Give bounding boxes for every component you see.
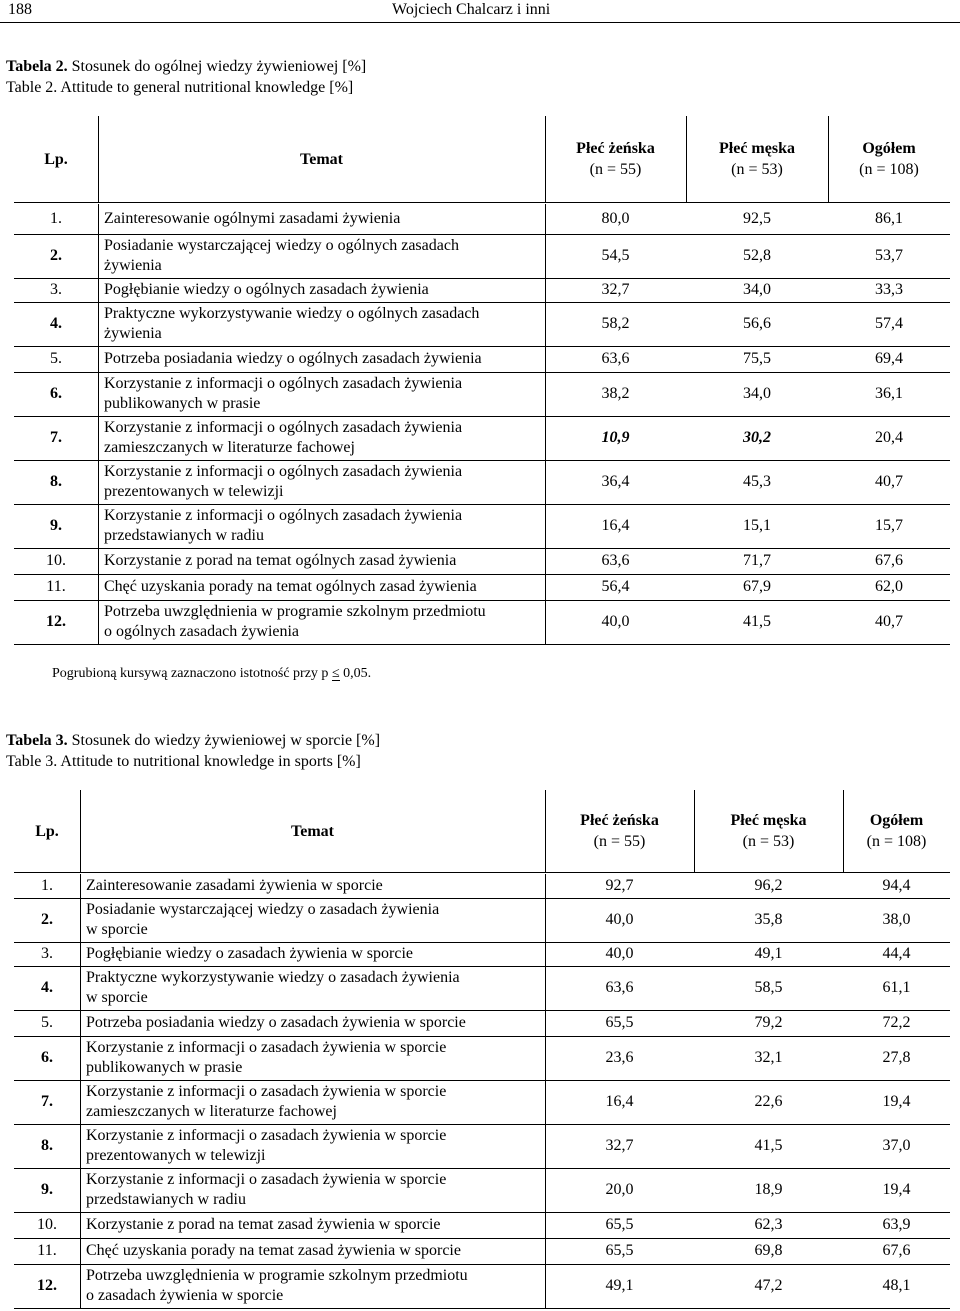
row-value-male: 62,3 [754, 1216, 783, 1233]
row-value-male: 92,5 [743, 210, 771, 227]
row-value-total: 36,1 [875, 385, 903, 402]
header-female [545, 116, 686, 202]
row-value-female: 10,9 [601, 429, 630, 446]
row-topic [80, 1238, 545, 1264]
row-value-female: 40,0 [605, 911, 634, 928]
row-value-male: 69,8 [754, 1242, 783, 1259]
row-value-female: 65,5 [605, 1014, 634, 1031]
header-total-label: Ogółem [862, 140, 916, 157]
row-number: 5. [41, 1014, 53, 1031]
table3-caption-label: Tabela 3. [6, 732, 68, 749]
row-number: 5. [50, 350, 62, 367]
row-value-total: 33,3 [875, 281, 903, 298]
row-value-total: 67,6 [875, 552, 903, 569]
body-column-divider [98, 204, 99, 644]
row-topic [80, 1010, 545, 1036]
row-value-total: 94,4 [882, 877, 911, 894]
header-topic-label: Temat [291, 822, 334, 840]
row-number: 10. [37, 1216, 57, 1233]
row-number: 12. [46, 613, 66, 630]
header-column-divider [828, 116, 829, 202]
row-value-male: 49,1 [754, 945, 783, 962]
row-value-male: 30,2 [743, 429, 771, 446]
row-number: 7. [50, 429, 62, 446]
header-lp-label: Lp. [44, 150, 68, 168]
row-topic [98, 504, 545, 548]
row-number: 11. [46, 578, 66, 595]
row-value-female: 63,6 [601, 552, 630, 569]
header-female-label: Płeć żeńska [576, 140, 655, 157]
row-value-total: 37,0 [882, 1137, 911, 1154]
row-value-female: 16,4 [605, 1093, 634, 1110]
row-number: 8. [50, 473, 62, 490]
running-header-authors: Wojciech Chalcarz i inni [392, 1, 551, 18]
row-value-total: 20,4 [875, 429, 903, 446]
header-total-n: (n = 108) [859, 161, 919, 178]
topic-line: Korzystanie z porad na temat ogólnych zasad żywienia [104, 552, 457, 569]
header-lp-label: Lp. [35, 822, 59, 840]
row-topic [80, 966, 545, 1010]
row-value-male: 34,0 [743, 385, 771, 402]
row-number: 9. [50, 517, 62, 534]
row-number: 6. [50, 385, 62, 402]
row-value-female: 38,2 [601, 385, 630, 402]
row-number: 10. [46, 552, 66, 569]
topic-line: Korzystanie z informacji o zasadach żywienia w sporcie [86, 1083, 447, 1100]
topic-line: Potrzeba uwzględnienia w programie szkolnym przedmiotu [86, 1267, 468, 1284]
topic-line: żywienia [104, 325, 162, 342]
header-topic [98, 116, 545, 202]
less-equal-symbol: ≤ [331, 666, 340, 681]
body-column-divider [545, 204, 546, 644]
header-column-divider [98, 116, 99, 202]
topic-line: Praktyczne wykorzystywanie wiedzy o ogólnych zasadach [104, 305, 480, 322]
row-value-total: 86,1 [875, 210, 903, 227]
row-value-female: 32,7 [601, 281, 630, 298]
header-female-label: Płeć żeńska [580, 812, 659, 829]
row-value-female: 65,5 [605, 1216, 634, 1233]
row-topic [98, 574, 545, 600]
row-topic [98, 234, 545, 278]
row-value-male: 56,6 [743, 315, 771, 332]
topic-line: publikowanych w prasie [86, 1059, 243, 1076]
header-lp [14, 116, 98, 202]
row-value-female: 80,0 [601, 210, 630, 227]
row-value-male: 41,5 [754, 1137, 783, 1154]
row-value-male: 75,5 [743, 350, 771, 367]
header-total-n: (n = 108) [866, 833, 927, 850]
topic-line: o zasadach żywienia w sporcie [86, 1287, 284, 1304]
topic-line: zamieszczanych w literaturze fachowej [86, 1103, 337, 1120]
header-male-label: Płeć męska [719, 140, 795, 157]
topic-line: w sporcie [86, 921, 148, 938]
row-topic [80, 898, 545, 942]
row-value-male: 41,5 [743, 613, 771, 630]
row-number: 9. [41, 1181, 53, 1198]
header-rule [14, 202, 950, 203]
row-value-male: 71,7 [743, 552, 771, 569]
row-value-female: 92,7 [605, 877, 634, 894]
row-value-female: 54,5 [601, 247, 630, 264]
row-value-female: 16,4 [601, 517, 630, 534]
row-number: 4. [50, 315, 62, 332]
table2-footnote [52, 666, 371, 682]
row-number: 11. [37, 1242, 57, 1259]
header-total [843, 790, 950, 872]
footnote-value: 0,05. [343, 666, 372, 681]
topic-line: prezentowanych w telewizji [104, 483, 284, 500]
header-topic-label: Temat [300, 150, 343, 168]
row-topic [80, 1212, 545, 1238]
row-value-female: 56,4 [601, 578, 630, 595]
row-number: 12. [37, 1277, 57, 1294]
footnote-text: Pogrubioną kursywą zaznaczono istotność przy p [52, 666, 329, 681]
row-value-male: 22,6 [754, 1093, 783, 1110]
row-number: 7. [41, 1093, 53, 1110]
row-value-female: 20,0 [605, 1181, 634, 1198]
table3-caption [6, 730, 380, 772]
topic-line: żywienia [104, 257, 162, 274]
running-header [0, 0, 960, 23]
row-value-total: 38,0 [882, 911, 911, 928]
row-number: 2. [50, 247, 62, 264]
header-column-divider [545, 790, 546, 872]
table2-caption-label: Tabela 2. [6, 58, 68, 75]
header-male [694, 790, 843, 872]
row-topic [80, 1036, 545, 1080]
row-topic [98, 600, 545, 644]
row-number: 3. [41, 945, 53, 962]
header-total [828, 116, 950, 202]
row-value-female: 23,6 [605, 1049, 634, 1066]
row-value-male: 45,3 [743, 473, 771, 490]
row-value-total: 53,7 [875, 247, 903, 264]
table2-caption [6, 56, 366, 98]
header-female [545, 790, 694, 872]
topic-line: Korzystanie z porad na temat zasad żywienia w sporcie [86, 1216, 441, 1233]
row-value-male: 79,2 [754, 1014, 783, 1031]
row-rule [14, 644, 950, 645]
topic-line: Chęć uzyskania porady na temat ogólnych zasad żywienia [104, 578, 477, 595]
topic-line: Posiadanie wystarczającej wiedzy o zasadach żywienia [86, 901, 440, 918]
row-topic [80, 942, 545, 966]
row-number: 8. [41, 1137, 53, 1154]
row-value-total: 44,4 [882, 945, 911, 962]
row-value-male: 67,9 [743, 578, 771, 595]
row-value-total: 15,7 [875, 517, 903, 534]
row-value-male: 34,0 [743, 281, 771, 298]
row-value-female: 58,2 [601, 315, 630, 332]
row-value-total: 40,7 [875, 473, 903, 490]
topic-line: Potrzeba posiadania wiedzy o ogólnych zasadach żywienia [104, 350, 482, 367]
row-value-total: 27,8 [882, 1049, 911, 1066]
header-column-divider [545, 116, 546, 202]
row-value-male: 35,8 [754, 911, 783, 928]
row-value-female: 40,0 [605, 945, 634, 962]
table2-caption-title: Stosunek do ogólnej wiedzy żywieniowej [%] [71, 58, 367, 75]
row-value-total: 62,0 [875, 578, 903, 595]
row-topic [98, 346, 545, 372]
header-column-divider [686, 116, 687, 202]
topic-line: Posiadanie wystarczającej wiedzy o ogólnych zasadach [104, 237, 459, 254]
topic-line: Korzystanie z informacji o ogólnych zasadach żywienia [104, 419, 463, 436]
row-topic [98, 372, 545, 416]
row-number: 4. [41, 979, 53, 996]
topic-line: Korzystanie z informacji o ogólnych zasadach żywienia [104, 375, 463, 392]
header-column-divider [80, 790, 81, 872]
row-number: 1. [41, 877, 53, 894]
row-topic [98, 204, 545, 234]
row-value-male: 47,2 [754, 1277, 783, 1294]
body-column-divider [80, 874, 81, 1308]
topic-line: Korzystanie z informacji o zasadach żywienia w sporcie [86, 1127, 447, 1144]
row-value-total: 19,4 [882, 1093, 911, 1110]
header-male [686, 116, 828, 202]
row-value-male: 15,1 [743, 517, 771, 534]
header-lp [14, 790, 80, 872]
row-topic [80, 874, 545, 898]
topic-line: przedstawianych w radiu [104, 527, 264, 544]
header-column-divider [843, 790, 844, 872]
topic-line: Praktyczne wykorzystywanie wiedzy o zasadach żywienia [86, 969, 460, 986]
row-value-total: 48,1 [882, 1277, 911, 1294]
row-rule [14, 1308, 950, 1309]
row-topic [98, 302, 545, 346]
topic-line: przedstawianych w radiu [86, 1191, 246, 1208]
header-male-n: (n = 53) [731, 161, 783, 178]
row-number: 1. [50, 210, 62, 227]
row-value-total: 67,6 [882, 1242, 911, 1259]
topic-line: Potrzeba posiadania wiedzy o zasadach żywienia w sporcie [86, 1014, 466, 1031]
topic-line: Pogłębianie wiedzy o zasadach żywienia w sporcie [86, 945, 413, 962]
header-column-divider [694, 790, 695, 872]
topic-line: Pogłębianie wiedzy o ogólnych zasadach żywienia [104, 281, 429, 298]
row-number: 3. [50, 281, 62, 298]
row-number: 6. [41, 1049, 53, 1066]
row-value-female: 63,6 [601, 350, 630, 367]
topic-line: Korzystanie z informacji o zasadach żywienia w sporcie [86, 1039, 447, 1056]
row-value-total: 57,4 [875, 315, 903, 332]
body-column-divider [545, 874, 546, 1308]
topic-line: o ogólnych zasadach żywienia [104, 623, 300, 640]
topic-line: Zainteresowanie ogólnymi zasadami żywienia [104, 210, 401, 227]
row-value-male: 32,1 [754, 1049, 783, 1066]
row-value-female: 32,7 [605, 1137, 634, 1154]
header-male-n: (n = 53) [742, 833, 795, 850]
row-topic [98, 278, 545, 302]
topic-line: Korzystanie z informacji o ogólnych zasadach żywienia [104, 463, 463, 480]
row-value-total: 72,2 [882, 1014, 911, 1031]
row-topic [80, 1124, 545, 1168]
row-value-female: 36,4 [601, 473, 630, 490]
header-rule [14, 872, 950, 873]
page-number: 188 [8, 1, 32, 18]
row-value-total: 69,4 [875, 350, 903, 367]
topic-line: zamieszczanych w literaturze fachowej [104, 439, 355, 456]
row-topic [80, 1168, 545, 1212]
topic-line: publikowanych w prasie [104, 395, 261, 412]
header-topic [80, 790, 545, 872]
row-topic [98, 548, 545, 574]
topic-line: Korzystanie z informacji o ogólnych zasadach żywienia [104, 507, 463, 524]
table3-caption-title: Stosunek do wiedzy żywieniowej w sporcie [%] [71, 732, 381, 749]
row-value-male: 18,9 [754, 1181, 783, 1198]
row-value-male: 52,8 [743, 247, 771, 264]
topic-line: Zainteresowanie zasadami żywienia w sporcie [86, 877, 383, 894]
row-value-female: 49,1 [605, 1277, 634, 1294]
topic-line: prezentowanych w telewizji [86, 1147, 266, 1164]
header-total-label: Ogółem [869, 812, 924, 829]
row-topic [98, 460, 545, 504]
table3-caption-en: Table 3. Attitude to nutritional knowledge in sports [%] [6, 753, 361, 770]
topic-line: Potrzeba uwzględnienia w programie szkolnym przedmiotu [104, 603, 486, 620]
row-value-total: 61,1 [882, 979, 911, 996]
table2-caption-en: Table 2. Attitude to general nutritional knowledge [%] [6, 79, 354, 96]
row-topic [80, 1264, 545, 1308]
row-topic [80, 1080, 545, 1124]
topic-line: Korzystanie z informacji o zasadach żywienia w sporcie [86, 1171, 447, 1188]
row-value-male: 58,5 [754, 979, 783, 996]
row-value-male: 96,2 [754, 877, 783, 894]
row-topic [98, 416, 545, 460]
row-value-total: 19,4 [882, 1181, 911, 1198]
topic-line: Chęć uzyskania porady na temat zasad żywienia w sporcie [86, 1242, 461, 1259]
topic-line: w sporcie [86, 989, 148, 1006]
row-value-total: 40,7 [875, 613, 903, 630]
header-female-n: (n = 55) [593, 833, 646, 850]
row-value-total: 63,9 [882, 1216, 911, 1233]
row-value-female: 40,0 [601, 613, 630, 630]
header-male-label: Płeć męska [730, 812, 807, 829]
row-value-female: 65,5 [605, 1242, 634, 1259]
row-value-female: 63,6 [605, 979, 634, 996]
row-number: 2. [41, 911, 53, 928]
header-female-n: (n = 55) [589, 161, 642, 178]
